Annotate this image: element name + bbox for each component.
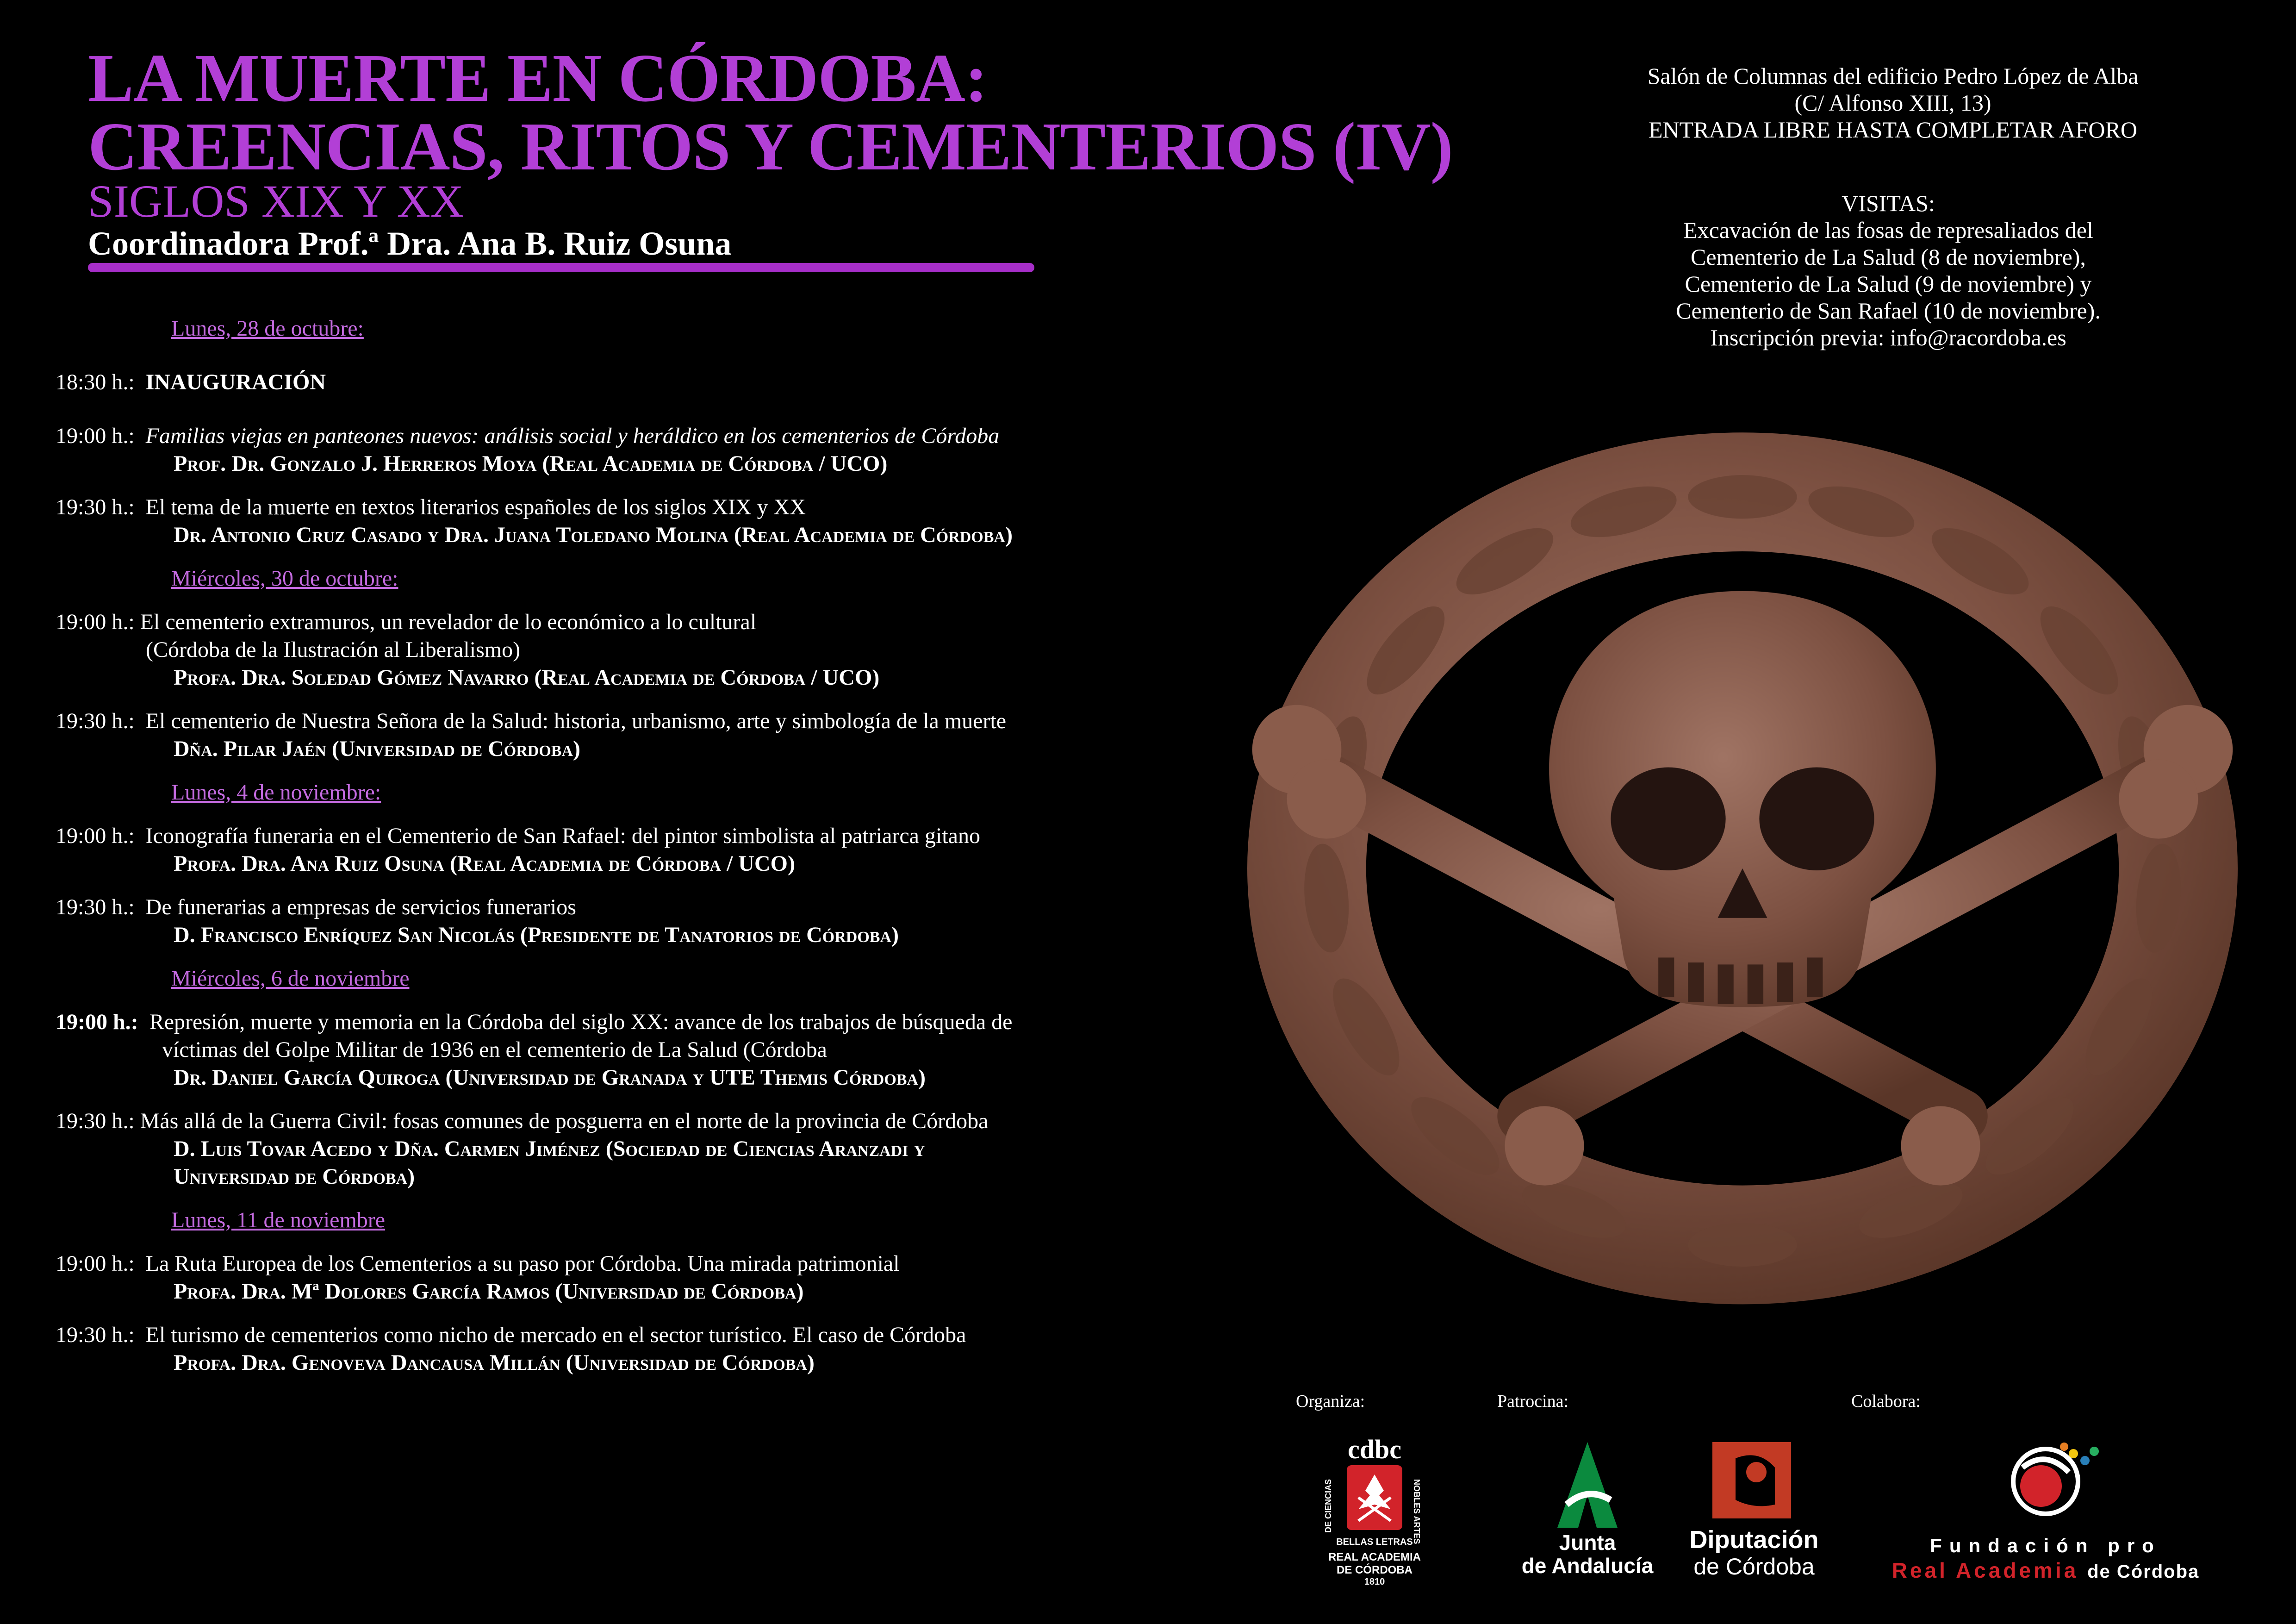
- junta-andalucia-logo: [1513, 1435, 1661, 1583]
- venue-line: (C/ Alfonso XIII, 13): [1794, 90, 1991, 116]
- title-underline: [88, 263, 1034, 272]
- program: [56, 315, 1240, 1377]
- visits-line: Cementerio de San Rafael (10 de noviembre).: [1676, 298, 2101, 324]
- diputacion-text-1: Diputación: [1689, 1526, 1819, 1554]
- session: [56, 1008, 1240, 1036]
- session-title: El cementerio de Nuestra Señora de la Salud: historia, urbanismo, arte y simbología de la muerte: [145, 709, 1007, 733]
- session-title: El turismo de cementerios como nicho de mercado en el sector turístico. El caso de Córdoba: [145, 1323, 966, 1347]
- visits-line: Excavación de las fosas de represaliados del: [1683, 217, 2093, 243]
- session-time: 19:00 h.:: [56, 824, 135, 848]
- session-time: 19:00 h.:: [56, 1251, 135, 1276]
- session-title: El cementerio extramuros, un revelador de lo económico a lo cultural: [140, 610, 757, 634]
- day-heading: Miércoles, 30 de octubre:: [171, 566, 398, 591]
- session-speaker: Dr. Antonio Cruz Casado y Dra. Juana Toledano Molina (Real Academia de Córdoba): [174, 523, 1013, 547]
- session-time: 19:00 h.:: [56, 424, 135, 448]
- event-title: [88, 40, 1453, 185]
- session-time: 19:00 h.:: [56, 1010, 138, 1034]
- fundacion-text-2: Real Academia: [1892, 1558, 2079, 1582]
- colabora-label: Colabora:: [1851, 1392, 1921, 1411]
- real-academia-logo: [1314, 1435, 1435, 1602]
- title-line-2: CREENCIAS, RITOS Y CEMENTERIOS (IV): [88, 109, 1453, 185]
- session-speaker: Dr. Daniel García Quiroga (Universidad de Granada y UTE Themis Córdoba): [174, 1065, 926, 1090]
- venue-line: Salón de Columnas del edificio Pedro López de Alba: [1647, 63, 2139, 89]
- rac-text-1: BELLAS LETRAS: [1336, 1537, 1413, 1547]
- venue-info: [1574, 62, 2212, 143]
- session-title: Represión, muerte y memoria en la Córdoba del siglo XX: avance de los trabajos de búsqueda de: [149, 1010, 1013, 1034]
- session: [56, 493, 1240, 521]
- fundacion-text-row: [1870, 1558, 2221, 1583]
- session-speaker-cont: Universidad de Córdoba): [174, 1164, 415, 1189]
- session: [56, 422, 1240, 450]
- rac-text-4: 1810: [1364, 1577, 1385, 1587]
- day-heading: Lunes, 28 de octubre:: [171, 316, 364, 341]
- session-speaker: Profa. Dra. Mª Dolores García Ramos (Universidad de Córdoba): [174, 1279, 804, 1304]
- title-line-1: LA MUERTE EN CÓRDOBA:: [88, 40, 988, 116]
- day-heading: Miércoles, 6 de noviembre: [171, 966, 410, 991]
- diputacion-text-2: de Córdoba: [1693, 1554, 1815, 1580]
- session-title: De funerarias a empresas de servicios funerarios: [145, 895, 576, 919]
- session: [56, 608, 1240, 636]
- event-subtitle: SIGLOS XIX Y XX: [88, 175, 464, 227]
- session-title: INAUGURACIÓN: [145, 370, 326, 394]
- session: [56, 1250, 1240, 1278]
- session-time: 19:30 h.:: [56, 895, 135, 919]
- session-time: 19:30 h.:: [56, 1323, 135, 1347]
- organiza-label: Organiza:: [1296, 1392, 1365, 1411]
- coordinator: Coordinadora Prof.ª Dra. Ana B. Ruiz Osuna: [88, 225, 732, 262]
- session: [56, 369, 1240, 396]
- svg-text:cdbc: cdbc: [1348, 1435, 1401, 1464]
- session-speaker: Dña. Pilar Jaén (Universidad de Córdoba): [174, 737, 581, 761]
- session-speaker: Profa. Dra. Soledad Gómez Navarro (Real Academia de Córdoba / UCO): [174, 665, 880, 690]
- diputacion-emblem: [1675, 1440, 1833, 1523]
- session-time: 19:30 h.:: [56, 709, 135, 733]
- visits-info: [1583, 190, 2194, 351]
- session: [56, 1107, 1240, 1135]
- session-time: 19:30 h.:: [56, 1109, 135, 1133]
- session-title: Familias viejas en panteones nuevos: análisis social y heráldico en los cementerios de Córdoba: [145, 424, 1000, 448]
- visits-line: Cementerio de La Salud (8 de noviembre),: [1691, 244, 2086, 270]
- fundacion-emblem: [1870, 1440, 2221, 1532]
- session-time: 19:00 h.:: [56, 610, 135, 634]
- session: [56, 707, 1240, 735]
- session: [56, 893, 1240, 921]
- skull-wreath-emblem: [1245, 403, 2240, 1393]
- session-title-cont: víctimas del Golpe Militar de 1936 en el cementerio de La Salud (Córdoba: [162, 1037, 827, 1062]
- diputacion-cordoba-logo: [1675, 1440, 1833, 1588]
- session-speaker: Prof. Dr. Gonzalo J. Herreros Moya (Real Academia de Córdoba / UCO): [174, 451, 888, 476]
- junta-text-2: de Andalucía: [1521, 1554, 1654, 1578]
- visits-line: Cementerio de La Salud (9 de noviembre) y: [1685, 271, 2092, 297]
- session-time: 18:30 h.:: [56, 370, 135, 394]
- fundacion-logo: [1870, 1440, 2221, 1588]
- fundacion-text-1: Fundación pro: [1930, 1535, 2161, 1556]
- session-speaker: D. Luis Tovar Acedo y Dña. Carmen Jiménez (Sociedad de Ciencias Aranzadi y: [174, 1137, 925, 1161]
- session-title: El tema de la muerte en textos literarios españoles de los siglos XIX y XX: [145, 495, 806, 519]
- junta-andalucia-emblem: [1513, 1435, 1661, 1537]
- session-speaker: D. Francisco Enríquez San Nicolás (Presidente de Tanatorios de Córdoba): [174, 923, 899, 947]
- day-heading: Lunes, 11 de noviembre: [171, 1208, 386, 1232]
- venue-line: ENTRADA LIBRE HASTA COMPLETAR AFORO: [1649, 117, 2137, 143]
- patrocina-label: Patrocina:: [1497, 1392, 1569, 1411]
- session-time: 19:30 h.:: [56, 495, 135, 519]
- junta-text-1: Junta: [1559, 1530, 1616, 1555]
- session-speaker: Profa. Dra. Genoveva Dancausa Millán (Universidad de Córdoba): [174, 1350, 815, 1375]
- rac-side-left: DE CIENCIAS: [1324, 1479, 1333, 1533]
- session: [56, 1321, 1240, 1349]
- day-heading: Lunes, 4 de noviembre:: [171, 780, 381, 805]
- rac-text-3: DE CÓRDOBA: [1336, 1564, 1412, 1576]
- session: [56, 822, 1240, 850]
- rac-text-2: REAL ACADEMIA: [1328, 1551, 1421, 1563]
- visits-heading: VISITAS:: [1842, 190, 1935, 216]
- session-title: La Ruta Europea de los Cementerios a su paso por Córdoba. Una mirada patrimonial: [145, 1251, 900, 1276]
- session-speaker: Profa. Dra. Ana Ruiz Osuna (Real Academia de Córdoba / UCO): [174, 851, 795, 876]
- visits-contact: Inscripción previa: info@racordoba.es: [1710, 325, 2066, 350]
- session-title: Más allá de la Guerra Civil: fosas comunes de posguerra en el norte de la provincia de Córdoba: [140, 1109, 989, 1133]
- fundacion-text-3: de Córdoba: [2087, 1562, 2200, 1582]
- session-title-cont: (Córdoba de la Ilustración al Liberalismo): [146, 637, 521, 662]
- session-title: Iconografía funeraria en el Cementerio de San Rafael: del pintor simbolista al patriarca gitano: [145, 824, 980, 848]
- rac-side-right: NOBLES ARTES: [1412, 1479, 1421, 1544]
